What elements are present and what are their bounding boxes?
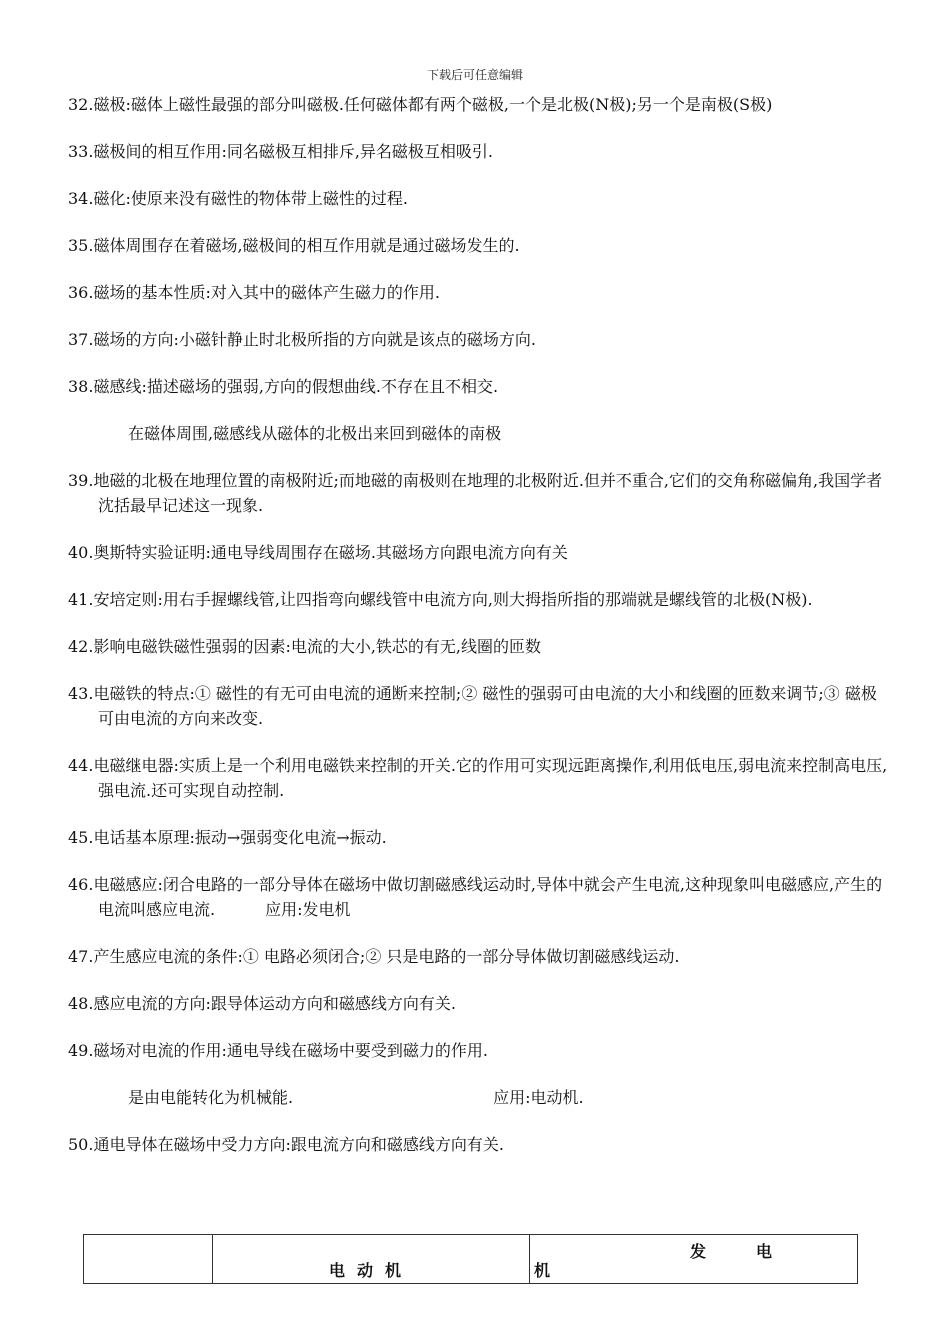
list-item: 40.奥斯特实验证明:通电导线周围存在磁场.其磁场方向跟电流方向有关 bbox=[68, 543, 568, 562]
application-note: 应用:电动机. bbox=[493, 1088, 584, 1107]
table-row bbox=[84, 1235, 858, 1284]
list-item: 41.安培定则:用右手握螺线管,让四指弯向螺线管中电流方向,则大拇指所指的那端就是螺线管的北极(N极). bbox=[68, 590, 813, 609]
list-item: 47.产生感应电流的条件:① 电路必须闭合;② 只是电路的一部分导体做切割磁感线运动. bbox=[68, 947, 680, 966]
list-item: 32.磁极:磁体上磁性最强的部分叫磁极.任何磁体都有两个磁极,一个是北极(N极);另一个是南极(S极) bbox=[68, 95, 773, 114]
list-item-text: 46.电磁感应:闭合电路的一部分导体在磁场中做切割磁感线运动时,导体中就会产生电流,这种现象叫电磁感应,产生的电流叫感应电流. bbox=[68, 875, 883, 919]
list-note: 在磁体周围,磁感线从磁体的北极出来回到磁体的南极 bbox=[128, 424, 502, 443]
table-cell-generator bbox=[530, 1235, 858, 1284]
list-item: 39.地磁的北极在地理位置的南极附近;而地磁的南极则在地理的北极附近.但并不重合,它们的交角称磁偏角,我国学者沈括最早记述这一现象. bbox=[68, 471, 883, 515]
generator-label-top: 发电 bbox=[690, 1242, 823, 1261]
document-body bbox=[68, 92, 888, 1179]
comparison-table bbox=[83, 1234, 858, 1284]
list-item: 50.通电导体在磁场中受力方向:跟电流方向和磁感线方向有关. bbox=[68, 1135, 504, 1154]
list-item: 38.磁感线:描述磁场的强弱,方向的假想曲线.不存在且不相交. bbox=[68, 377, 499, 396]
list-item: 49.磁场对电流的作用:通电导线在磁场中要受到磁力的作用. bbox=[68, 1041, 488, 1060]
list-item: 45.电话基本原理:振动→强弱变化电流→振动. bbox=[68, 828, 387, 847]
list-item: 34.磁化:使原来没有磁性的物体带上磁性的过程. bbox=[68, 189, 408, 208]
list-item-46 bbox=[68, 872, 888, 922]
list-item: 36.磁场的基本性质:对入其中的磁体产生磁力的作用. bbox=[68, 283, 440, 302]
table-cell-empty bbox=[84, 1235, 213, 1284]
generator-label-bottom: 机 bbox=[534, 1261, 551, 1280]
list-item: 48.感应电流的方向:跟导体运动方向和磁感线方向有关. bbox=[68, 994, 456, 1013]
list-item: 43.电磁铁的特点:① 磁性的有无可由电流的通断来控制;② 磁性的强弱可由电流的大小和线圈的匝数来调节;③ 磁极可由电流的方向来改变. bbox=[68, 684, 877, 728]
list-item: 37.磁场的方向:小磁针静止时北极所指的方向就是该点的磁场方向. bbox=[68, 330, 536, 349]
page-header: 下载后可任意编辑 bbox=[426, 68, 523, 82]
list-item: 33.磁极间的相互作用:同名磁极互相排斥,异名磁极互相吸引. bbox=[68, 142, 494, 161]
list-item: 35.磁体周围存在着磁场,磁极间的相互作用就是通过磁场发生的. bbox=[68, 236, 520, 255]
table-cell-motor: 电动机 bbox=[213, 1235, 530, 1284]
energy-note: 是由电能转化为机械能. bbox=[128, 1088, 294, 1107]
list-item: 44.电磁继电器:实质上是一个利用电磁铁来控制的开关.它的作用可实现远距离操作,利用低电压,弱电流来控制高电压,强电流.还可实现自动控制. bbox=[68, 756, 888, 800]
application-note: 应用:发电机 bbox=[265, 900, 351, 919]
list-note bbox=[68, 1085, 888, 1110]
list-item: 42.影响电磁铁磁性强弱的因素:电流的大小,铁芯的有无,线圈的匝数 bbox=[68, 637, 542, 656]
